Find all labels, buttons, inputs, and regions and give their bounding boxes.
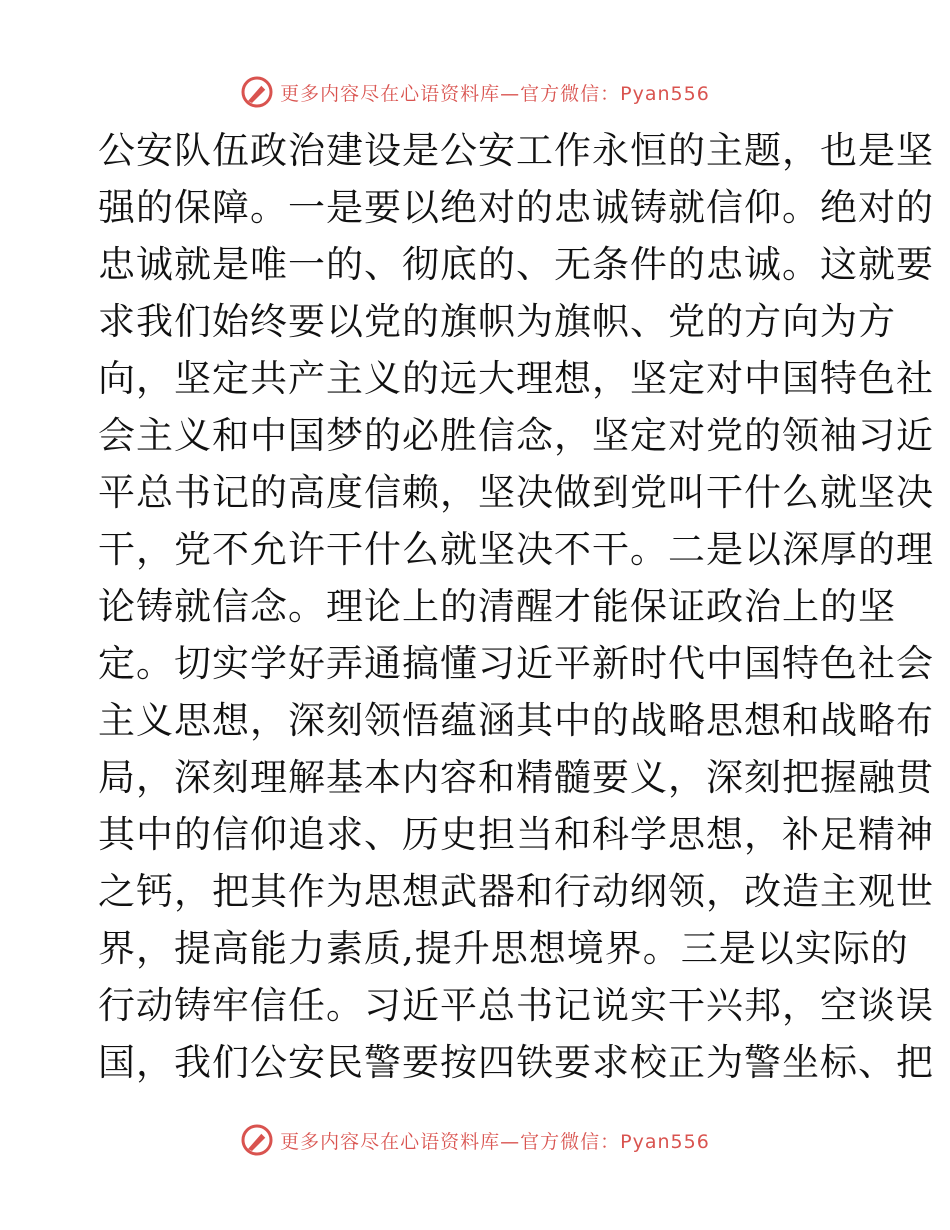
pen-quill-logo-icon [240, 75, 274, 109]
text-line: 平总书记的高度信赖，坚决做到党叫干什么就坚决 [98, 471, 934, 514]
text-line: 局，深刻理解基本内容和精髓要义，深刻把握融贯 [98, 756, 934, 799]
text-line: 向，坚定共产主义的远大理想，坚定对中国特色社 [98, 357, 934, 400]
text-line: 之钙，把其作为思想武器和行动纲领，改造主观世 [98, 870, 934, 913]
header-banner [0, 72, 950, 112]
footer-banner [0, 1120, 950, 1160]
text-line: 主义思想，深刻领悟蕴涵其中的战略思想和战略布 [98, 699, 934, 742]
text-line: 论铸就信念。理论上的清醒才能保证政治上的坚 [98, 585, 896, 628]
text-line: 忠诚就是唯一的、彻底的、无条件的忠诚。这就要 [98, 243, 934, 286]
footer-banner-text: 更多内容尽在心语资料库—官方微信：Pyan556 [280, 1130, 710, 1153]
text-line: 干，党不允许干什么就坚决不干。二是以深厚的理 [98, 528, 934, 571]
text-line: 公安队伍政治建设是公安工作永恒的主题，也是坚 [98, 129, 934, 172]
pen-quill-logo-icon [240, 1123, 274, 1157]
text-line: 强的保障。一是要以绝对的忠诚铸就信仰。绝对的 [98, 186, 934, 229]
text-line: 国，我们公安民警要按四铁要求校正为警坐标、把 [98, 1041, 934, 1084]
header-banner-text: 更多内容尽在心语资料库—官方微信：Pyan556 [280, 82, 710, 105]
text-line: 行动铸牢信任。习近平总书记说实干兴邦，空谈误 [98, 984, 934, 1027]
text-line: 会主义和中国梦的必胜信念，坚定对党的领袖习近 [98, 414, 934, 457]
text-line: 定。切实学好弄通搞懂习近平新时代中国特色社会 [98, 642, 934, 685]
document-body [98, 122, 934, 1091]
text-line: 界，提高能力素质,提升思想境界。三是以实际的 [98, 927, 909, 970]
text-line: 求我们始终要以党的旗帜为旗帜、党的方向为方 [98, 300, 896, 343]
text-line: 其中的信仰追求、历史担当和科学思想，补足精神 [98, 813, 934, 856]
